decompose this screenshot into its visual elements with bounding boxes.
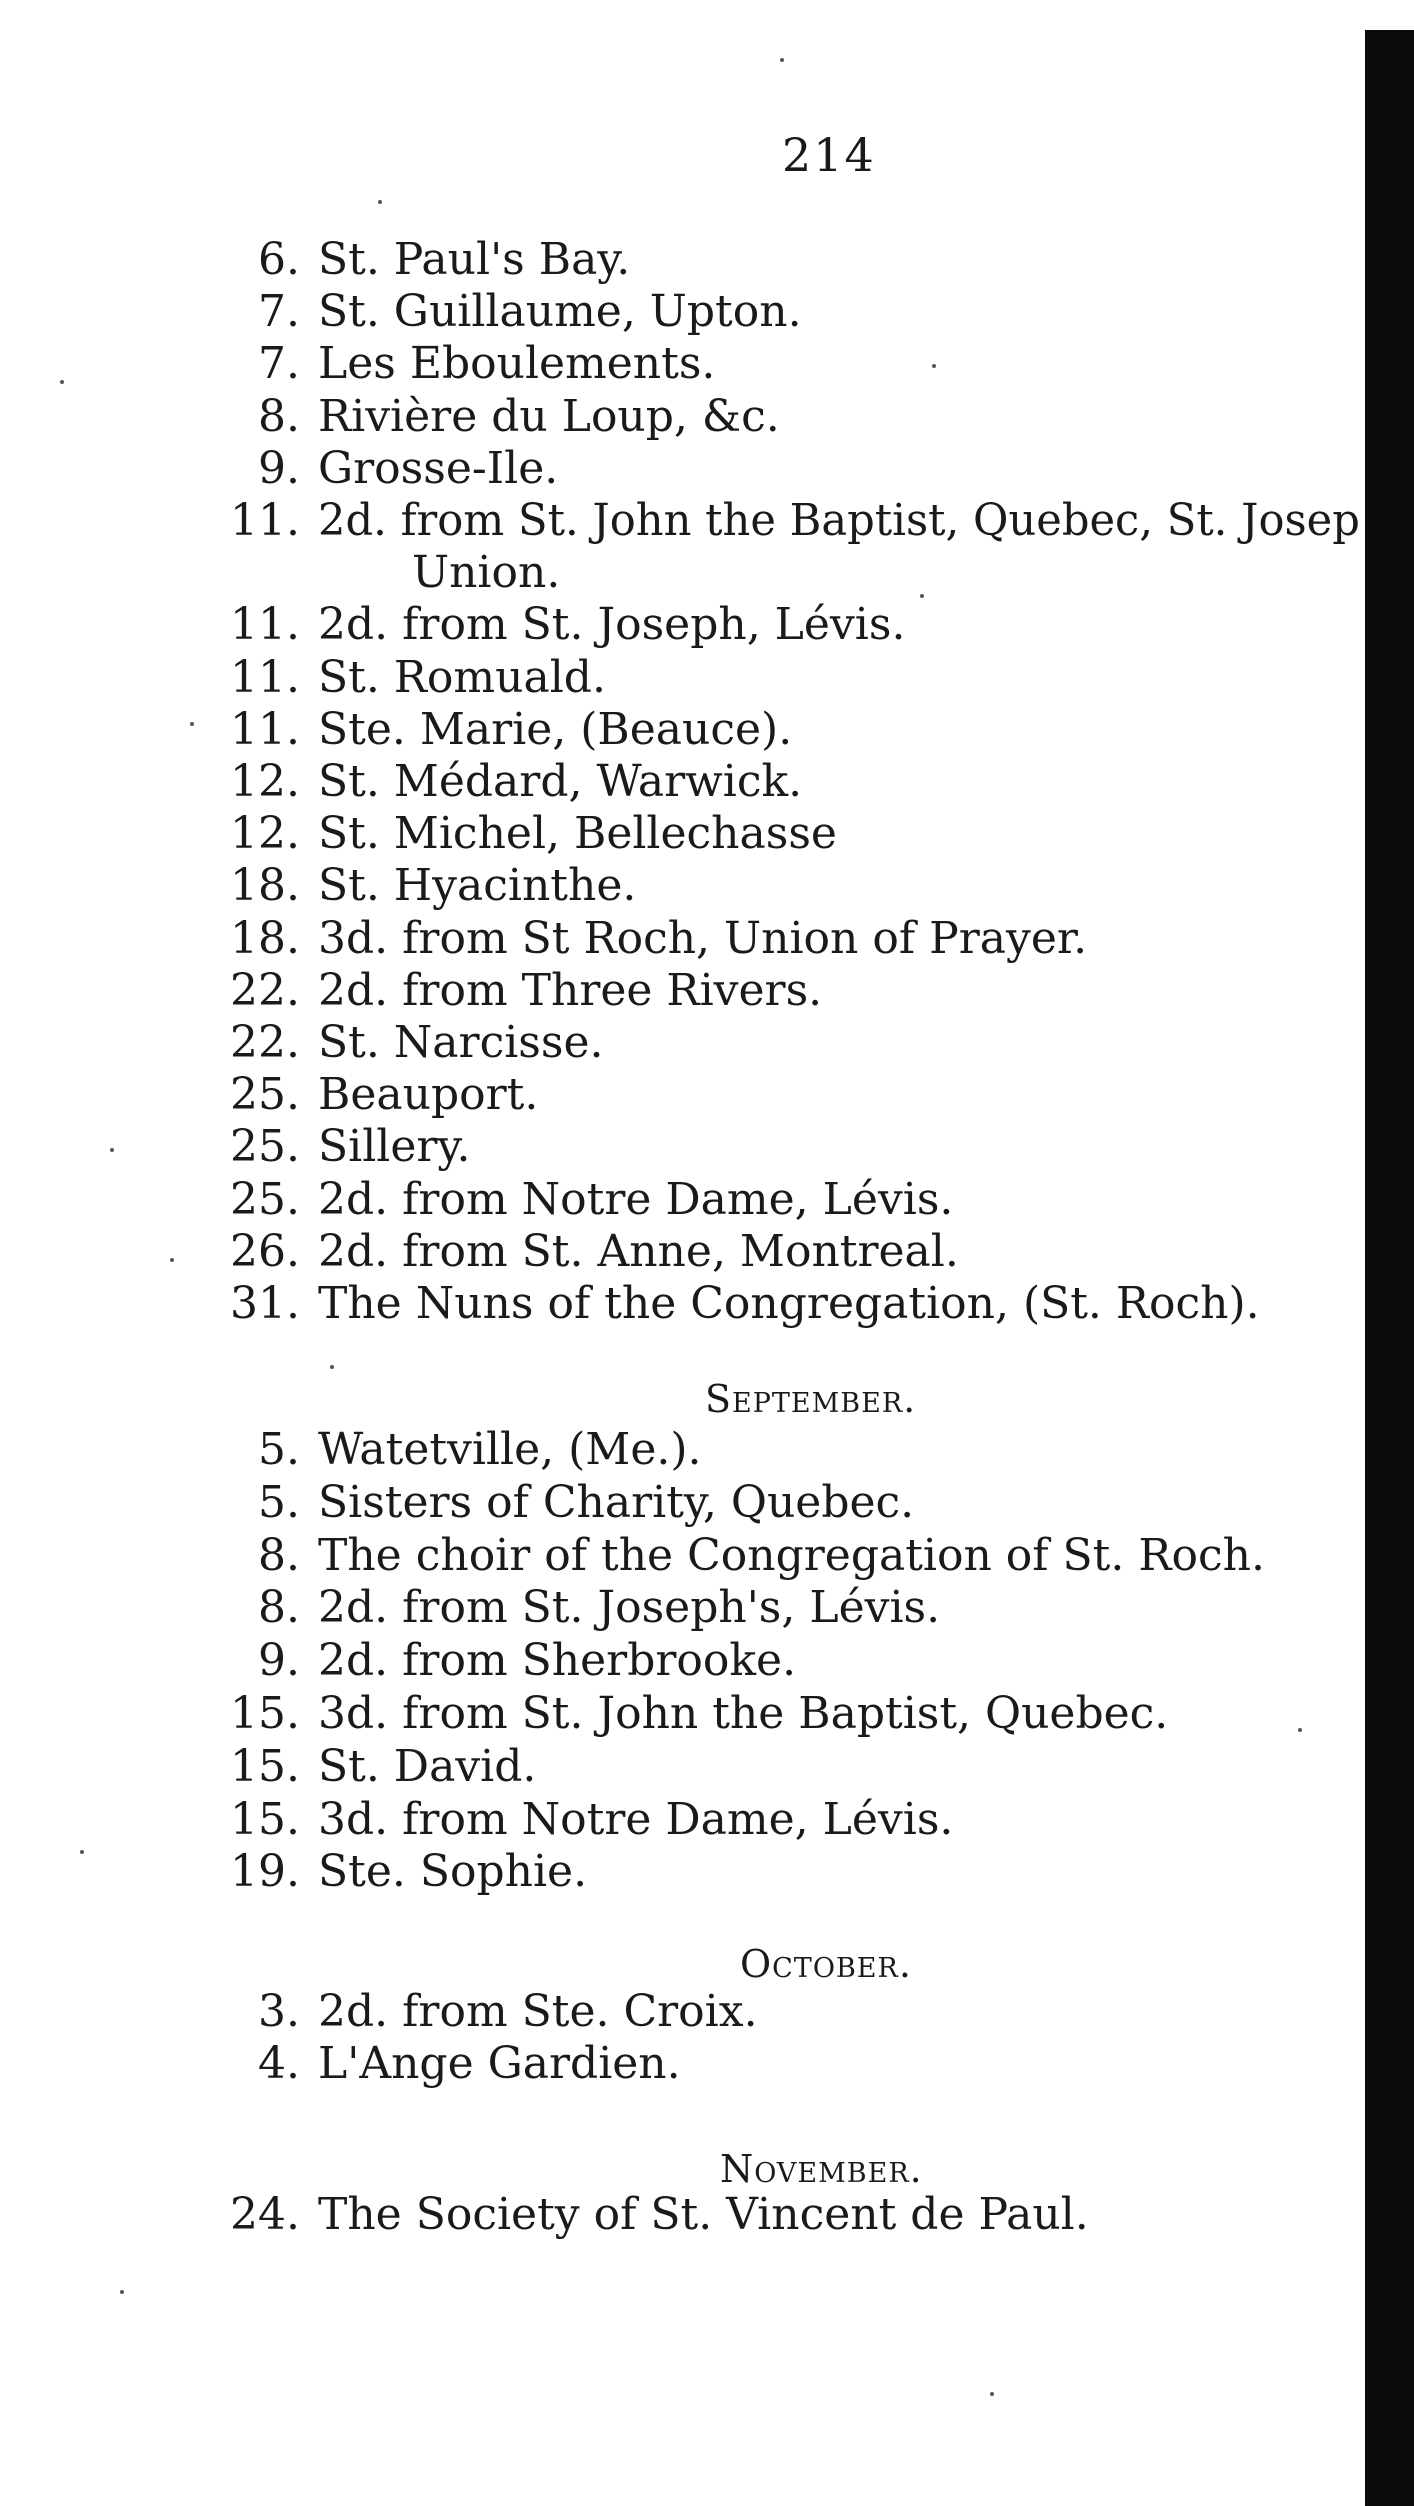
entry-continuation: Union. — [412, 547, 561, 598]
entry-text: Grosse-Ile. — [318, 443, 559, 494]
month-heading: October. — [740, 1942, 912, 1986]
entry-day: 7. — [258, 286, 300, 337]
speck — [780, 58, 784, 62]
entry-day: 15. — [230, 1741, 300, 1792]
entry-day: 25. — [230, 1069, 300, 1120]
entry-day: 11. — [230, 599, 300, 650]
entry-day: 6. — [258, 234, 300, 285]
entry-day: 25. — [230, 1174, 300, 1225]
speck — [920, 594, 924, 598]
entry-text: The Nuns of the Congregation, (St. Roch). — [318, 1278, 1260, 1329]
entry-day: 15. — [230, 1794, 300, 1845]
entry-text: 3d. from St. John the Baptist, Quebec. — [318, 1688, 1169, 1739]
entry-day: 26. — [230, 1226, 300, 1277]
speck — [330, 1365, 334, 1369]
speck — [60, 380, 64, 384]
entry-text: 2d. from Ste. Croix. — [318, 1986, 758, 2037]
speck — [190, 722, 194, 726]
entry-day: 31. — [230, 1278, 300, 1329]
speck — [110, 1148, 114, 1152]
entry-text: 2d. from Notre Dame, Lévis. — [318, 1174, 954, 1225]
speck — [990, 2392, 994, 2396]
entry-day: 5. — [258, 1477, 300, 1528]
entry-text: L'Ange Gardien. — [318, 2038, 681, 2089]
entry-text: 2d. from Sherbrooke. — [318, 1635, 797, 1686]
entry-day: 15. — [230, 1688, 300, 1739]
entry-day: 11. — [230, 704, 300, 755]
binding-edge — [1365, 30, 1414, 2506]
entry-day: 12. — [230, 756, 300, 807]
entry-day: 3. — [258, 1986, 300, 2037]
entry-text: 3d. from Notre Dame, Lévis. — [318, 1794, 954, 1845]
entry-text: St. Michel, Bellechasse — [318, 808, 837, 859]
entry-day: 19. — [230, 1846, 300, 1897]
entry-text: Watetville, (Me.). — [318, 1424, 702, 1475]
entry-day: 9. — [258, 1635, 300, 1686]
entry-text: Sisters of Charity, Quebec. — [318, 1477, 915, 1528]
entry-text: The choir of the Congregation of St. Roch. — [318, 1530, 1265, 1581]
month-heading: November. — [720, 2147, 923, 2191]
entry-day: 25. — [230, 1121, 300, 1172]
speck — [1298, 1728, 1302, 1732]
entry-day: 9. — [258, 443, 300, 494]
entry-text: 2d. from St. John the Baptist, Quebec, St. Josep — [318, 495, 1360, 546]
entry-day: 18. — [230, 860, 300, 911]
entry-text: The Society of St. Vincent de Paul. — [318, 2189, 1089, 2240]
entry-text: Beauport. — [318, 1069, 539, 1120]
entry-day: 7. — [258, 338, 300, 389]
entry-day: 22. — [230, 1017, 300, 1068]
speck — [120, 2290, 124, 2294]
entry-text: St. Narcisse. — [318, 1017, 604, 1068]
entry-day: 11. — [230, 495, 300, 546]
entry-day: 8. — [258, 1530, 300, 1581]
entry-text: 2d. from St. Joseph's, Lévis. — [318, 1582, 941, 1633]
entry-text: 2d. from St. Anne, Montreal. — [318, 1226, 959, 1277]
entry-day: 8. — [258, 391, 300, 442]
entry-text: St. Guillaume, Upton. — [318, 286, 802, 337]
entry-text: St. David. — [318, 1741, 537, 1792]
entry-text: St. Hyacinthe. — [318, 860, 637, 911]
entry-text: Ste. Sophie. — [318, 1846, 588, 1897]
entry-day: 24. — [230, 2189, 300, 2240]
entry-day: 22. — [230, 965, 300, 1016]
entry-day: 4. — [258, 2038, 300, 2089]
entry-text: Les Eboulements. — [318, 338, 716, 389]
speck — [170, 1258, 174, 1262]
speck — [80, 1850, 84, 1854]
speck — [932, 364, 936, 368]
entry-day: 12. — [230, 808, 300, 859]
entry-text: Rivière du Loup, &c. — [318, 391, 780, 442]
entry-day: 18. — [230, 913, 300, 964]
entry-text: 2d. from St. Joseph, Lévis. — [318, 599, 906, 650]
page-number: 214 — [782, 128, 876, 182]
entry-text: Sillery. — [318, 1121, 471, 1172]
entry-text: St. Romuald. — [318, 652, 606, 703]
entry-day: 8. — [258, 1582, 300, 1633]
entry-day: 5. — [258, 1424, 300, 1475]
entry-text: St. Médard, Warwick. — [318, 756, 803, 807]
entry-text: Ste. Marie, (Beauce). — [318, 704, 793, 755]
entry-text: 3d. from St Roch, Union of Prayer. — [318, 913, 1088, 964]
entry-text: 2d. from Three Rivers. — [318, 965, 823, 1016]
month-heading: September. — [705, 1377, 917, 1421]
speck — [378, 200, 382, 204]
entry-day: 11. — [230, 652, 300, 703]
entry-text: St. Paul's Bay. — [318, 234, 631, 285]
